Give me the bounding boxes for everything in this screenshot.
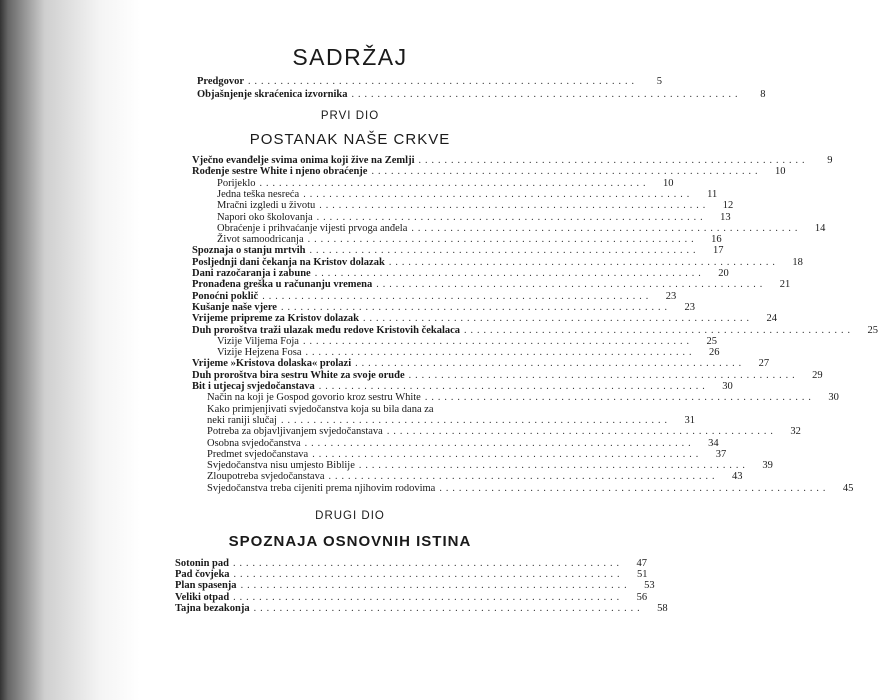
toc-entry-title: Pad čovjeka	[175, 569, 230, 581]
toc-entry	[217, 347, 720, 359]
toc-entry	[192, 381, 733, 392]
toc-entry	[207, 437, 719, 449]
toc-page-number: 9	[827, 155, 833, 166]
toc-entry-title: Vrijeme pripreme za Kristov dolazak	[192, 313, 359, 325]
dot-leader: ............................................................	[328, 471, 719, 483]
dot-leader: ............................................................	[248, 76, 639, 87]
dot-leader: ............................................................	[371, 166, 762, 178]
toc-entry-title: Potreba za objavljivanjem svjedočanstava	[207, 426, 383, 438]
dot-leader: ............................................................	[319, 200, 710, 212]
toc-entry-title: Zloupotreba svjedočanstava	[207, 471, 325, 483]
toc-entry	[192, 313, 777, 325]
toc-page-number: 13	[720, 211, 731, 223]
dot-leader: ............................................................	[280, 414, 671, 426]
dot-leader: ............................................................	[411, 222, 802, 234]
toc-entry-title: Vizije Viljema Foja	[217, 335, 299, 347]
toc-entry	[192, 290, 677, 302]
toc-page-number: 17	[712, 245, 724, 257]
toc-entry	[207, 471, 743, 483]
dot-leader: ............................................................	[388, 256, 779, 268]
toc-page-number: 23	[684, 301, 695, 313]
dot-leader: ............................................................	[439, 482, 830, 494]
dot-leader: ............................................................	[312, 448, 703, 460]
toc-entry	[197, 76, 663, 87]
toc-entry-title: Duh proroštva bira sestru White za svoje oruđe	[192, 369, 405, 381]
toc-page-number: 43	[732, 471, 743, 483]
toc-entry-title: Vizije Hejzena Fosa	[217, 347, 302, 359]
toc-entry	[175, 591, 648, 603]
dot-leader: ............................................................	[304, 437, 695, 449]
toc-entry-title: Posljednji dani čekanja na Kristov dolazak	[192, 256, 385, 268]
toc-entry	[192, 256, 803, 268]
toc-entry-title: Objašnjenje skraćenica izvornika	[197, 89, 348, 100]
dot-leader: ............................................................	[363, 313, 753, 325]
toc-entry-title: Plan spasenja	[175, 580, 237, 592]
dot-leader: ............................................................	[355, 358, 746, 370]
toc-entry-title: Pronađena greška u računanju vremena	[192, 279, 373, 291]
toc-entry	[217, 211, 731, 223]
toc-entry-title: Mračni izgledi u životu	[217, 200, 316, 212]
toc-entry-title: Porijeklo	[217, 177, 256, 189]
toc-page-number: 34	[708, 437, 719, 449]
toc-entry-title: neki raniji slučaj	[207, 414, 277, 426]
toc-page-number: 25	[867, 324, 878, 336]
toc-entry	[207, 448, 727, 460]
toc-entry	[192, 245, 724, 257]
toc-page-number: 30	[722, 381, 733, 392]
toc-entry-title: Duh proroštva traži ulazak među redove Kristovih čekalaca	[192, 324, 461, 336]
dot-leader: ............................................................	[302, 335, 693, 347]
toc-page-number: 53	[644, 580, 655, 592]
toc-page-number: 56	[636, 591, 648, 603]
dot-leader: ............................................................	[424, 392, 815, 404]
toc-entry	[217, 200, 734, 212]
toc-page-number: 27	[758, 358, 770, 370]
toc-page-number: 31	[684, 414, 695, 426]
dot-leader: ............................................................	[309, 245, 700, 257]
toc-entry	[175, 580, 655, 592]
toc-entry-title: Spoznaja o stanju mrtvih	[192, 245, 306, 257]
toc-entry-title: Osobna svjedočanstva	[207, 437, 301, 449]
toc-page-number: 20	[718, 268, 729, 279]
toc-page-number: 58	[657, 602, 668, 614]
toc-page-number: 21	[779, 279, 791, 291]
toc-entry-title: Predmet svjedočanstava	[207, 448, 309, 460]
toc-entry	[207, 460, 773, 472]
toc-entry	[207, 426, 801, 438]
toc-page-number: 23	[665, 290, 677, 302]
toc-entry	[192, 279, 791, 291]
toc-entry	[217, 177, 674, 189]
toc-entry	[217, 335, 717, 347]
toc-page-number: 39	[762, 460, 773, 472]
toc-page-number: 51	[637, 569, 648, 581]
toc-page-number: 26	[709, 347, 720, 359]
toc-entry-title: Vrijeme »Kristova dolaska« prolazi	[192, 358, 352, 370]
toc-entry-title: Jedna teška nesreća	[217, 188, 300, 200]
toc-entry-title: Način na koji je Gospod govorio kroz sestru White	[207, 392, 421, 404]
toc-entry	[197, 89, 766, 100]
toc-entry-title: Svjedočanstva treba cijeniti prema njihovim rodovima	[207, 482, 436, 494]
toc-entry	[207, 392, 839, 404]
dot-leader: ............................................................	[303, 188, 694, 200]
dot-leader: ............................................................	[386, 426, 777, 438]
toc-page-number: 10	[774, 166, 786, 178]
dot-leader: ............................................................	[233, 591, 624, 603]
toc-entry	[192, 268, 729, 279]
toc-entry	[175, 569, 648, 581]
toc-entry	[192, 369, 823, 381]
toc-entry-title: Kako primjenjivati svjedočanstva koja su bila dana za	[207, 403, 434, 415]
toc-entry	[192, 301, 695, 313]
dot-leader: ............................................................	[418, 155, 809, 166]
dot-leader: ............................................................	[464, 324, 855, 336]
part1-label: PRVI DIO	[320, 110, 380, 122]
toc-entry	[217, 222, 826, 234]
toc-entry	[207, 404, 532, 415]
toc-entry-title: Predgovor	[197, 76, 245, 87]
toc-page-number: 24	[766, 313, 777, 325]
toc-page-number: 16	[711, 234, 722, 246]
toc-page-number: 25	[706, 335, 717, 347]
toc-entry-title: Tajna bezakonja	[175, 602, 250, 614]
toc-page-number: 14	[814, 222, 826, 234]
part1-title: POSTANAK NAŠE CRKVE	[249, 131, 451, 148]
toc-entry-title: Kušanje naše vjere	[192, 301, 277, 313]
toc-entry-title: Život samoodricanja	[217, 234, 304, 246]
toc-entry-title: Ponoćni poklič	[192, 290, 259, 302]
toc-page-number: 47	[636, 558, 647, 569]
toc-entry	[192, 358, 770, 370]
dot-leader: ............................................................	[351, 89, 742, 100]
toc-page-number: 12	[722, 200, 734, 212]
toc-entry-title: Napori oko školovanja	[217, 211, 313, 223]
toc-entry-title: Bit i utjecaj svjedočanstava	[192, 381, 315, 392]
toc-entry	[175, 602, 668, 614]
part2-label: DRUGI DIO	[315, 510, 385, 522]
dot-leader: ............................................................	[233, 558, 623, 569]
dot-leader: ............................................................	[280, 301, 671, 313]
toc-page-number: 37	[715, 448, 727, 460]
toc-page-number: 29	[812, 369, 823, 381]
toc-entry	[192, 324, 878, 336]
toc-page-number: 32	[790, 426, 801, 438]
toc-entry-title: Rođenje sestre White i njeno obraćenje	[192, 166, 368, 178]
toc-entry-title: Vječno evanđelje svima onima koji žive na Zemlji	[192, 155, 415, 166]
dot-leader: ............................................................	[262, 290, 653, 302]
toc-page-number: 30	[828, 392, 839, 404]
toc-page-number: 18	[792, 256, 803, 268]
dot-leader: ............................................................	[316, 211, 707, 223]
toc-entry-title: Svjedočanstva nisu umjesto Biblije	[207, 460, 355, 472]
page-title: SADRŽAJ	[292, 44, 408, 70]
toc-entry-title: Sotonin pad	[175, 558, 229, 569]
part2-title: SPOZNAJA OSNOVNIH ISTINA	[228, 533, 472, 550]
dot-leader: ............................................................	[408, 369, 799, 381]
toc-page-number: 11	[707, 188, 718, 200]
toc-page-number: 45	[842, 482, 854, 494]
toc-page-number: 8	[760, 89, 766, 100]
dot-leader: ............................................................	[305, 347, 696, 359]
dot-leader: ............................................................	[318, 381, 709, 392]
dot-leader: ............................................................	[253, 602, 644, 614]
dot-leader: ............................................................	[240, 580, 631, 592]
dot-leader: ............................................................	[358, 460, 749, 472]
toc-entry	[217, 234, 722, 246]
dot-leader: ............................................................	[259, 177, 650, 189]
dot-leader: ............................................................	[307, 234, 698, 246]
toc-entry	[207, 482, 854, 494]
toc-entry-title: Dani razočaranja i zabune	[192, 268, 311, 279]
toc-entry-title: Obraćenje i prihvaćanje vijesti prvoga anđela	[217, 222, 408, 234]
toc-page-number: 5	[656, 76, 663, 87]
toc-entry	[207, 414, 695, 426]
toc-entry	[192, 155, 833, 166]
dot-leader: ............................................................	[376, 279, 767, 291]
toc-page-number: 10	[663, 177, 674, 189]
dot-leader: ............................................................	[314, 268, 705, 279]
toc-entry	[175, 558, 647, 569]
toc-entry	[217, 188, 718, 200]
toc-entry	[192, 166, 786, 178]
toc-entry-title: Veliki otpad	[175, 591, 230, 603]
dot-leader: ............................................................	[233, 569, 624, 581]
